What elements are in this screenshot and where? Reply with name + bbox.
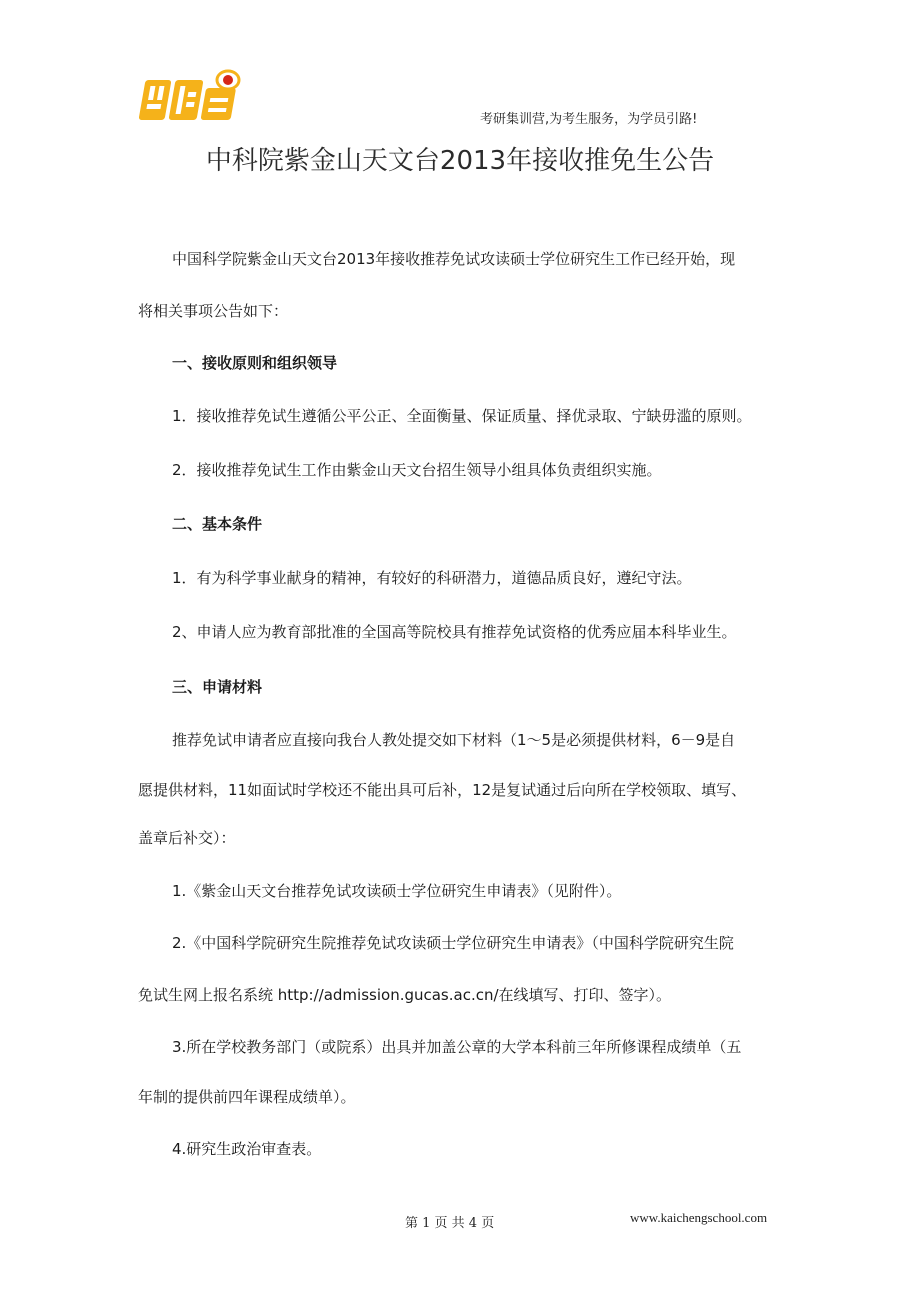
footer-page-info: 第 1 页 共 4 页: [405, 1216, 495, 1231]
section-heading-2: 二、基本条件: [172, 515, 263, 533]
section2-item-1: 1．有为科学事业献身的精神，有较好的科研潜力，道德品质良好，遵纪守法。: [172, 569, 692, 587]
footer-website: www.kaichengschool.com: [630, 1210, 768, 1225]
section-heading-3: 三、申请材料: [172, 678, 263, 696]
page-title: 中科院紫金山天文台2013年接收推免生公告: [205, 146, 715, 176]
section2-item-2: 2、申请人应为教育部批准的全国高等院校具有推荐免试资格的优秀应届本科毕业生。: [172, 623, 737, 641]
kaicheng-logo: [138, 66, 244, 126]
section3-item-4: 4.研究生政治审查表。: [172, 1140, 322, 1158]
section1-item-1: 1．接收推荐免试生遵循公平公正、全面衡量、保证质量、择优录取、宁缺毋滥的原则。: [172, 407, 752, 425]
logo-block-2: [168, 80, 203, 120]
section3-item-3-line-2: 年制的提供前四年课程成绩单）。: [138, 1088, 356, 1106]
section3-item-3-line-1: 3.所在学校教务部门（或院系）出具并加盖公章的大学本科前三年所修课程成绩单（五: [172, 1038, 742, 1056]
section3-intro-line-1: 推荐免试申请者应直接向我台人教处提交如下材料（1～5是必须提供材料，6－9是自: [172, 731, 736, 749]
intro-paragraph-line-1: 中国科学院紫金山天文台2013年接收推荐免试攻读硕士学位研究生工作已经开始，现: [172, 250, 736, 268]
logo-block-3: [200, 88, 236, 120]
section1-item-2: 2．接收推荐免试生工作由紫金山天文台招生领导小组具体负责组织实施。: [172, 461, 662, 479]
section3-item-2-line-1: 2.《中国科学院研究生院推荐免试攻读硕士学位研究生申请表》（中国科学院研究生院: [172, 934, 734, 952]
section3-item-1: 1.《紫金山天文台推荐免试攻读硕士学位研究生申请表》（见附件）。: [172, 882, 622, 900]
section3-intro-line-3: 盖章后补交）：: [138, 829, 236, 847]
section3-intro-line-2: 愿提供材料，11如面试时学校还不能出具可后补，12是复试通过后向所在学校领取、填写、: [138, 781, 747, 799]
intro-paragraph-line-2: 将相关事项公告如下：: [138, 302, 289, 320]
logo-red-dot: [223, 75, 233, 85]
section3-item-2-line-2: 免试生网上报名系统 http://admission.gucas.ac.cn/在线填写、打印、签字）。: [138, 986, 672, 1004]
header-slogan: 考研集训营,为考生服务，为学员引路!: [480, 112, 698, 127]
section-heading-1: 一、接收原则和组织领导: [172, 354, 338, 372]
